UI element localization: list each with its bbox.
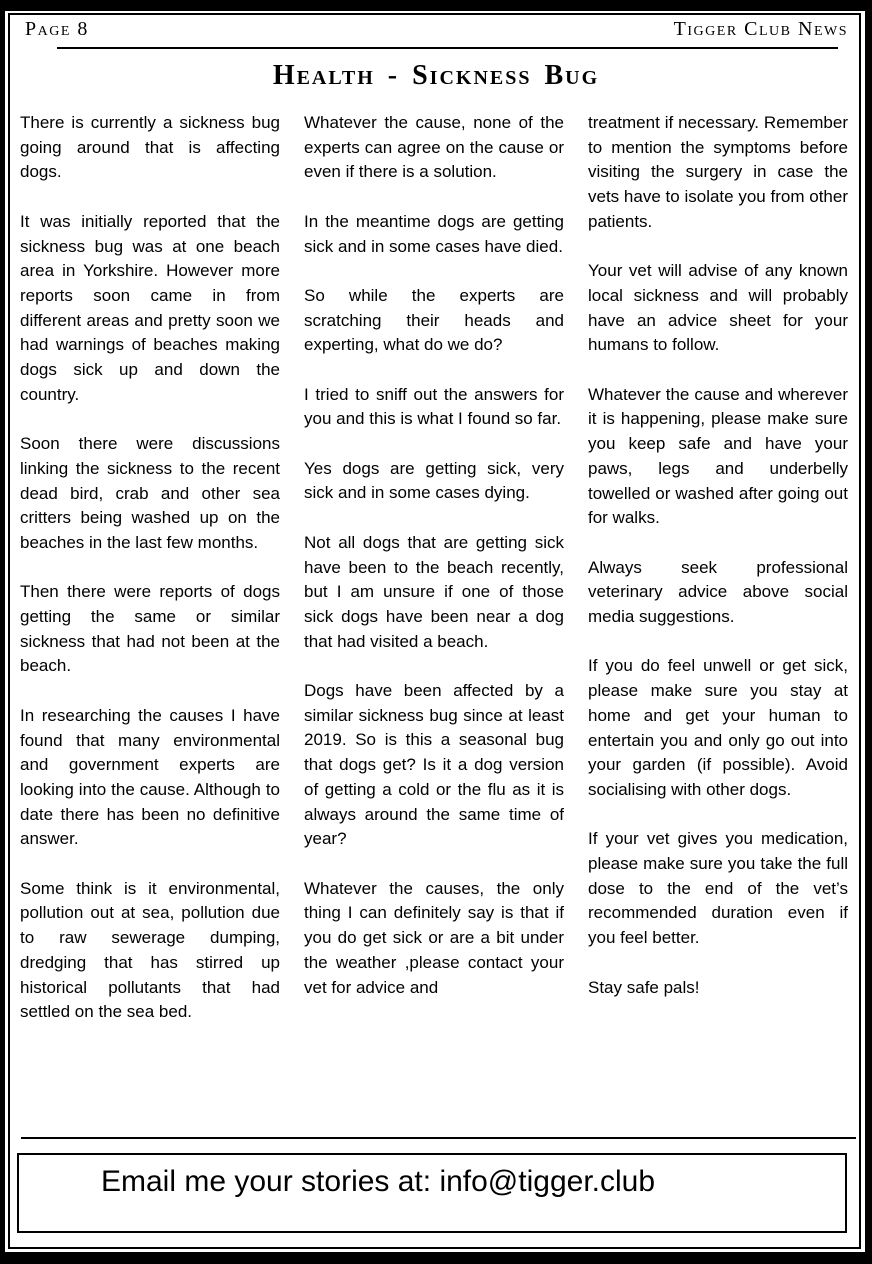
paragraph: Your vet will advise of any known local sickness and will probably have an advice sheet for your humans to follow.: [588, 261, 848, 355]
paragraph: Not all dogs that are getting sick have been to the beach recently, but I am unsure if one of those sick dogs have been near a dog that had visited a beach.: [304, 532, 564, 651]
column-3: [588, 111, 848, 1050]
paragraph: Soon there were discussions linking the sickness to the recent dead bird, crab and other sea critters being washed up on the beaches in the last few months.: [20, 434, 280, 552]
paragraph: Dogs have been affected by a similar sickness bug since at least 2019. So is this a seasonal bug that dogs get? Is it a dog version of getting a cold or the flu as it is always around the same time of year?: [304, 681, 564, 849]
masthead: [25, 18, 848, 41]
paragraph: So while the experts are scratching their heads and experting, what do we do?: [304, 285, 564, 355]
paragraph: Then there were reports of dogs getting the same or similar sickness that had not been at the beach.: [20, 582, 280, 676]
paragraph: Yes dogs are getting sick, very sick and in some cases dying.: [304, 458, 564, 503]
paragraph: Whatever the cause, none of the experts can agree on the cause or even if there is a solution.: [304, 113, 564, 182]
article-title: Health - Sickness Bug: [272, 60, 600, 91]
newsletter-title: Tigger Club News: [673, 18, 848, 40]
page-number-label: Page 8: [25, 18, 89, 40]
paragraph: Always seek professional veterinary advice above social media suggestions.: [588, 557, 848, 627]
article-body: [20, 111, 848, 1050]
header-rule: [57, 47, 838, 49]
column-1: [20, 111, 280, 1050]
paragraph: Whatever the cause and wherever it is happening, please make sure you keep safe and have your paws, legs and underbelly towelled or washed after going out for walks.: [588, 384, 848, 528]
email-callout-box: [17, 1153, 847, 1233]
email-contact-line: Email me your stories at: info@tigger.club: [101, 1165, 656, 1198]
paragraph: Some think is it environmental, pollution out at sea, pollution due to raw sewerage dumping, dredging that has stirred up historical pollutants that had settled on the sea bed.: [20, 878, 280, 1022]
paragraph: It was initially reported that the sickness bug was at one beach area in Yorkshire. However more reports soon came in from different areas and pretty soon we had warnings of beaches making dogs sick up and down the country.: [20, 211, 280, 404]
footer-rule: [21, 1137, 856, 1139]
paragraph: I tried to sniff out the answers for you and this is what I found so far.: [304, 384, 564, 429]
paragraph: In researching the causes I have found that many environmental and government experts are looking into the cause. Although to date there has been no definitive answer.: [20, 705, 280, 849]
paragraph: In the meantime dogs are getting sick and in some cases have died.: [304, 211, 564, 256]
paragraph: Whatever the causes, the only thing I can definitely say is that if you do get sick or are a bit under the weather ,please contact your vet for advice and: [304, 878, 564, 997]
paragraph: If you do feel unwell or get sick, please make sure you stay at home and get your human to entertain you and only go out into your garden (if possible). Avoid socialising with other dogs.: [588, 656, 848, 799]
paragraph: treatment if necessary. Remember to mention the symptoms before visiting the surgery in case the vets have to isolate you from other patients.: [588, 113, 848, 231]
paragraph: If your vet gives you medication, please make sure you take the full dose to the end of the vet’s recommended duration even if you feel better.: [588, 829, 848, 948]
column-2: [304, 111, 564, 1050]
paragraph: There is currently a sickness bug going around that is affecting dogs.: [20, 113, 280, 182]
paragraph: Stay safe pals!: [588, 977, 700, 997]
